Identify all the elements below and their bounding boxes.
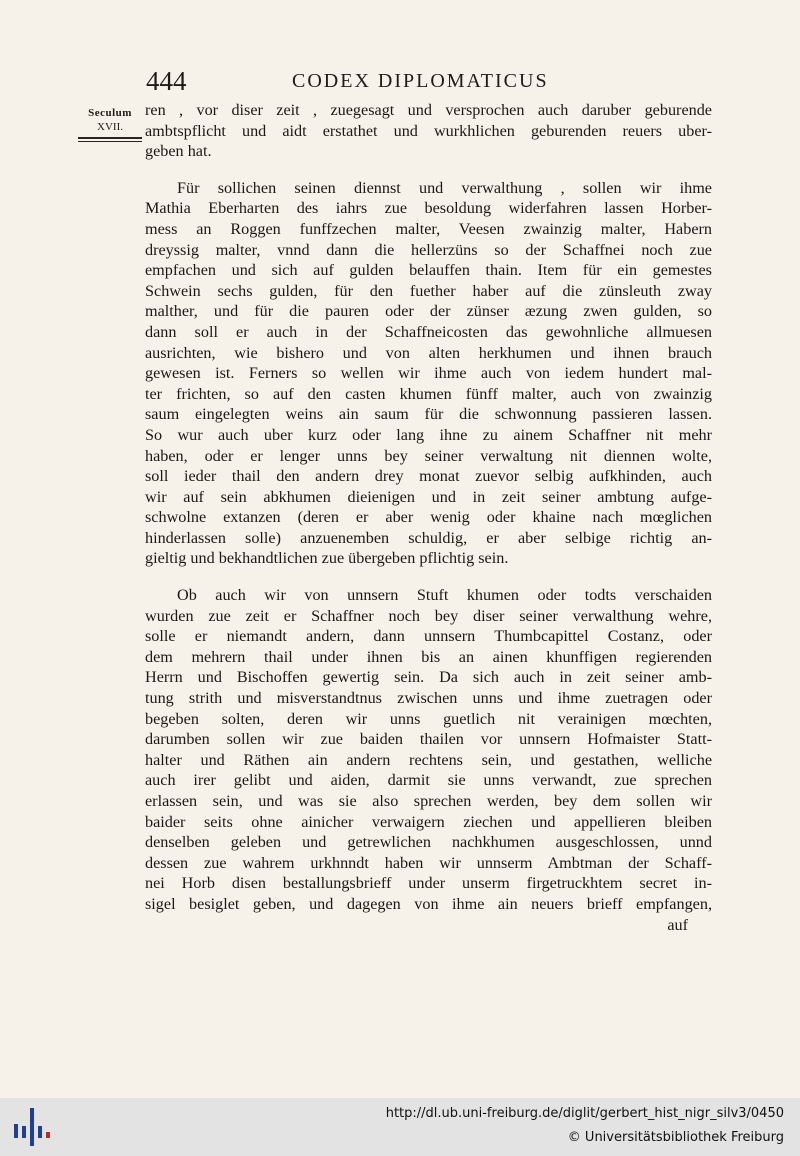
- copyright-notice: © Universitätsbibliothek Freiburg: [567, 1130, 784, 1145]
- text-line: malther, und für die pauren oder der zünser æzung zwen gulden, so: [145, 302, 712, 321]
- text-line: hinderlassen solle) anzuenemben schuldig, er aber selbige richtig an-: [145, 528, 712, 547]
- text-line: geben hat.: [145, 142, 212, 161]
- source-url-link[interactable]: http://dl.ub.uni-freiburg.de/diglit/gerbert_hist_nigr_silv3/0450: [385, 1106, 784, 1121]
- text-line: denselben geleben und getrewlichen nachkhumen ausgeschlossen, unnd: [145, 833, 712, 852]
- text-line: dann soll er auch in der Schaffneicosten das gewohnliche allmuesen: [145, 322, 712, 341]
- text-line: Schwein sechs gulden, für den fuether haber auf die zünsleuth zway: [145, 281, 712, 300]
- text-line: haben, oder er lenger unns bey seiner verwaltung nit diennen wolte,: [145, 446, 712, 465]
- text-line: begeben solten, deren wir unns guetlich nit verainigen mœchten,: [145, 709, 712, 728]
- text-line: saum eingelegten weins ain saum für die schwonnung passieren lassen.: [145, 405, 712, 424]
- text-line: tung strith und misverstandtnus zwischen unns und ihme zuetragen oder: [145, 689, 712, 708]
- text-line: soll ieder thail den andern drey monat zuevor selbig aufkhinden, auch: [145, 467, 712, 486]
- text-line: ausrichten, wie bishero und von alten herkhumen und ihnen brauch: [145, 343, 712, 362]
- running-title: CODEX DIPLOMATICUS: [292, 70, 549, 92]
- text-line: ter frichten, so auf den casten khumen fünff malter, auch von zwainzig: [145, 384, 712, 403]
- text-line: dreyssig malter, vnnd dann die hellerzüns so der Schaffnei noch zue: [145, 240, 712, 259]
- margin-note-seculum: Seculum: [88, 107, 132, 119]
- text-line: auch irer gelibt und aiden, darmit sie unns verwandt, zue sprechen: [145, 771, 712, 790]
- text-line: wir auf sein abkhumen dieienigen und in zeit seiner ambtung aufge-: [145, 487, 712, 506]
- text-line: gieltig und bekhandtlichen zue übergeben pflichtig sein.: [145, 549, 509, 568]
- text-line: halter und Räthen ain andern rechtens sein, und gestathen, welliche: [145, 750, 712, 769]
- margin-rule: [78, 137, 142, 139]
- text-line: nei Horb disen bestallungsbrieff under unserm firgetruckhtem secret in-: [145, 874, 712, 893]
- text-line: dessen zue wahrem urkhnndt haben wir unnserm Ambtman der Schaff-: [145, 853, 712, 872]
- body-text: [145, 100, 712, 935]
- text-line: ambtspflicht und aidt erstathet und wurkhlichen geburenden reuers uber-: [145, 121, 712, 140]
- text-line: empfachen und sich auf gulden belauffen thain. Item für ein gemestes: [145, 261, 712, 280]
- text-line: Ob auch wir von unnsern Stuft khumen oder todts verschaiden: [177, 586, 712, 605]
- text-line: Für sollichen seinen diennst und verwalthung , sollen wir ihme: [177, 178, 712, 197]
- margin-note: [78, 107, 142, 142]
- margin-rule-thin: [78, 141, 142, 142]
- text-line: dem mehrern thail under ihnen bis an ainen khunffigen regierenden: [145, 647, 712, 666]
- text-line: gewesen ist. Ferners so wellen wir ihme auch von iedem hundert mal-: [145, 364, 712, 383]
- text-line: Mathia Eberharten des iahrs zue besoldung widerfahren lassen Horber-: [145, 199, 712, 218]
- text-line: schwolne extanzen (deren er aber wenig oder khaine nach mœglichen: [145, 508, 712, 527]
- text-line: solle er niemandt andern, dann unnsern Thumbcapittel Costanz, oder: [145, 627, 712, 646]
- text-line: erlassen sein, und was sie also sprechen werden, bey dem sollen wir: [145, 792, 712, 810]
- catchword: auf: [667, 915, 688, 934]
- text-line: darumben sollen wir zue baiden thailen vor unnsern Hofmaister Statt-: [145, 730, 712, 749]
- text-line: So wur auch uber kurz oder lang ihne zu ainem Schaffner nit mehr: [145, 425, 712, 444]
- viewer-footer: [0, 1098, 800, 1156]
- text-line: ren , vor diser zeit , zuegesagt und versprochen auch daruber geburende: [145, 101, 712, 119]
- text-line: wurden zue zeit er Schaffner noch bey diser seiner verwalthung wehre,: [145, 606, 712, 625]
- page-number: 444: [146, 66, 187, 96]
- library-logo-icon: [10, 1106, 54, 1148]
- text-line: baider seits ohne ainicher verwaigern ziechen und appellieren bleiben: [145, 812, 712, 831]
- text-line: mess an Roggen funffzechen malter, Veesen zwainzig malter, Habern: [145, 219, 712, 238]
- text-line: sigel besiglet geben, und dagegen von ihme ain neuers brieff empfangen,: [145, 894, 712, 913]
- margin-note-century: XVII.: [97, 121, 123, 133]
- text-line: Herrn und Bischoffen gewertig sein. Da sich auch in zeit seiner amb-: [145, 668, 712, 687]
